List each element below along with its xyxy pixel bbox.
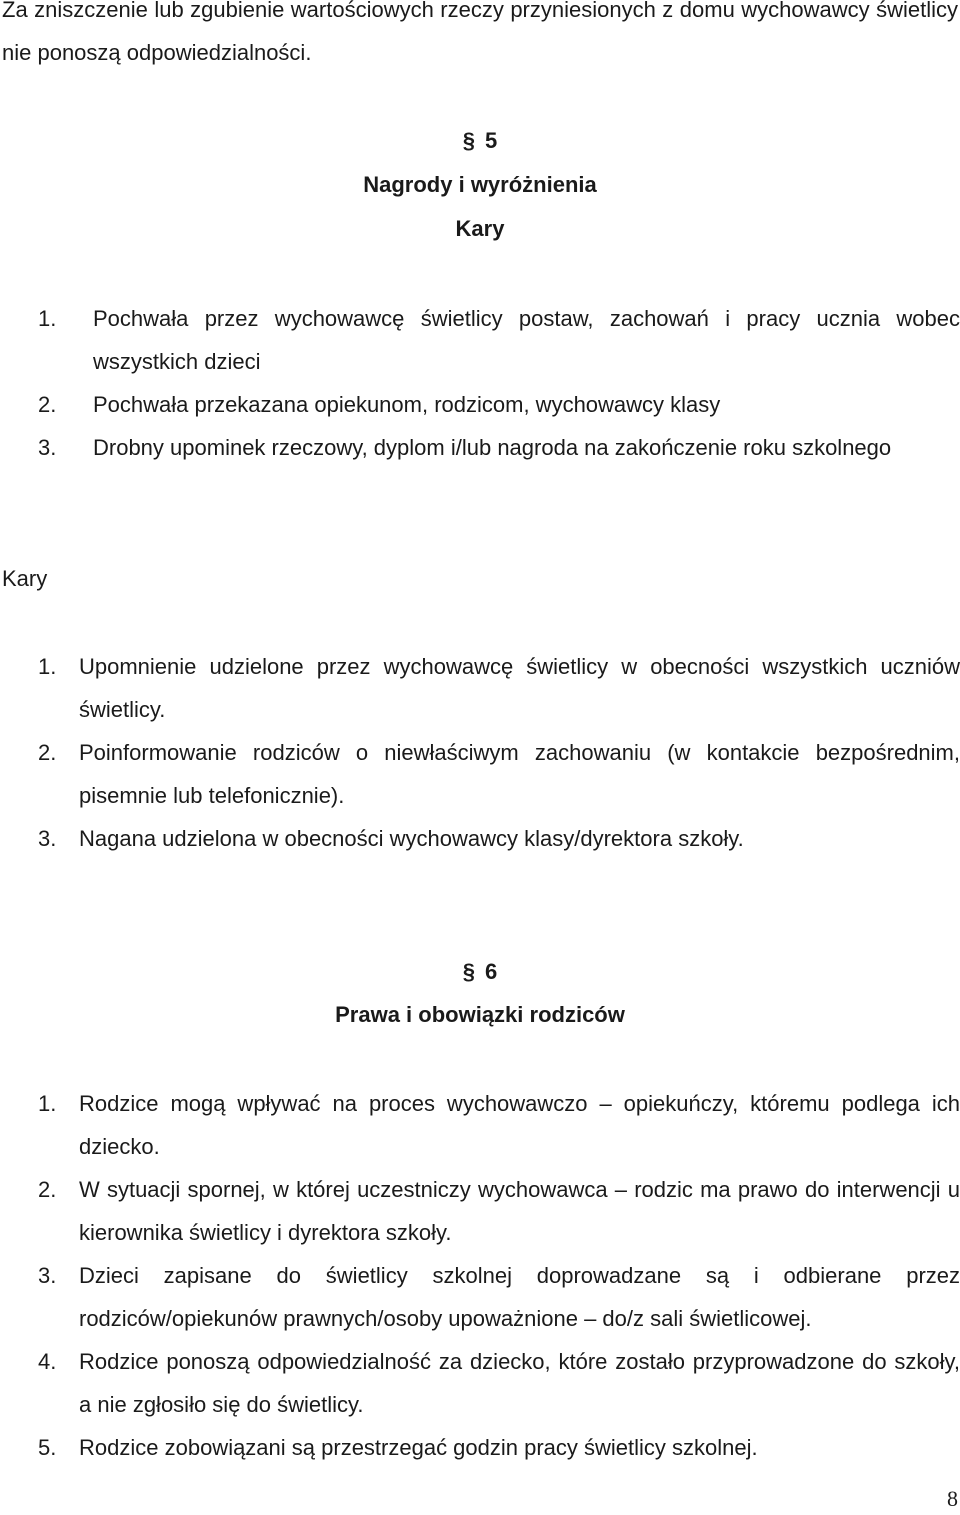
section-sign-icon: § [462, 128, 475, 153]
rewards-list [38, 297, 960, 469]
list-item [38, 297, 960, 383]
list-item [38, 1254, 960, 1340]
list-item-text: Upomnienie udzielone przez wychowawcę świetlicy w obecności wszystkich uczniów świetlicy. [79, 654, 960, 722]
section-6-number-text: 6 [485, 959, 498, 984]
list-item [38, 383, 960, 426]
list-item-number: 3. [38, 1263, 57, 1288]
list-item-text: Nagana udzielona w obecności wychowawcy klasy/dyrektora szkoły. [79, 826, 744, 851]
section-5-number-text: 5 [485, 128, 498, 153]
list-item-number: 2. [38, 392, 57, 417]
list-item [38, 731, 960, 817]
list-item-text: Dzieci zapisane do świetlicy szkolnej doprowadzane są i odbierane przez rodziców/opiekunów prawnych/osoby upoważnione – do/z sali świetlicowej. [79, 1263, 960, 1331]
list-item [38, 1426, 960, 1469]
list-item-text: Pochwała przez wychowawcę świetlicy postaw, zachowań i pracy ucznia wobec wszystkich dzieci [93, 306, 960, 374]
section-5-title: Nagrody i wyróżnienia [363, 172, 597, 197]
list-item-text: Pochwała przekazana opiekunom, rodzicom, wychowawcy klasy [93, 392, 721, 417]
list-item-number: 1. [38, 654, 57, 679]
list-item-text: Rodzice ponoszą odpowiedzialność za dziecko, które zostało przyprowadzone do szkoły, a nie zgłosiło się do świetlicy. [79, 1349, 960, 1417]
section-sign-icon: § [462, 959, 475, 984]
list-item [38, 1168, 960, 1254]
list-item [38, 426, 960, 469]
list-item-text: Poinformowanie rodziców o niewłaściwym zachowaniu (w kontakcie bezpośrednim, pisemnie lub telefonicznie). [79, 740, 960, 808]
list-item [38, 817, 960, 860]
list-item-text: Rodzice mogą wpływać na proces wychowawczo – opiekuńczy, któremu podlega ich dziecko. [79, 1091, 960, 1159]
section-5-subtitle: Kary [455, 216, 505, 241]
list-item-text: Drobny upominek rzeczowy, dyplom i/lub nagroda na zakończenie roku szkolnego [93, 435, 892, 460]
list-item-number: 3. [38, 826, 57, 851]
penalties-heading: Kary [2, 566, 48, 591]
parents-rights-list [38, 1082, 960, 1469]
list-item [38, 1340, 960, 1426]
list-item-number: 2. [38, 740, 57, 765]
list-item-text: W sytuacji spornej, w której uczestniczy wychowawca – rodzic ma prawo do interwencji u kierownika świetlicy i dyrektora szkoły. [79, 1177, 960, 1245]
section-6-number [0, 950, 960, 993]
intro-paragraph: Za zniszczenie lub zgubienie wartościowych rzeczy przyniesionych z domu wychowawcy świetlicy nie ponoszą odpowiedzialności. [2, 0, 958, 65]
list-item-text: Rodzice zobowiązani są przestrzegać godzin pracy świetlicy szkolnej. [79, 1435, 758, 1460]
list-item-number: 2. [38, 1177, 57, 1202]
list-item-number: 4. [38, 1349, 57, 1374]
list-item [38, 1082, 960, 1168]
section-6-title: Prawa i obowiązki rodziców [335, 1002, 625, 1027]
list-item-number: 5. [38, 1435, 57, 1460]
list-item-number: 3. [38, 435, 57, 460]
list-item [38, 645, 960, 731]
page-number: 8 [947, 1486, 958, 1511]
section-5-number [0, 119, 960, 162]
list-item-number: 1. [38, 1091, 57, 1116]
penalties-list [38, 645, 960, 860]
list-item-number: 1. [38, 306, 57, 331]
